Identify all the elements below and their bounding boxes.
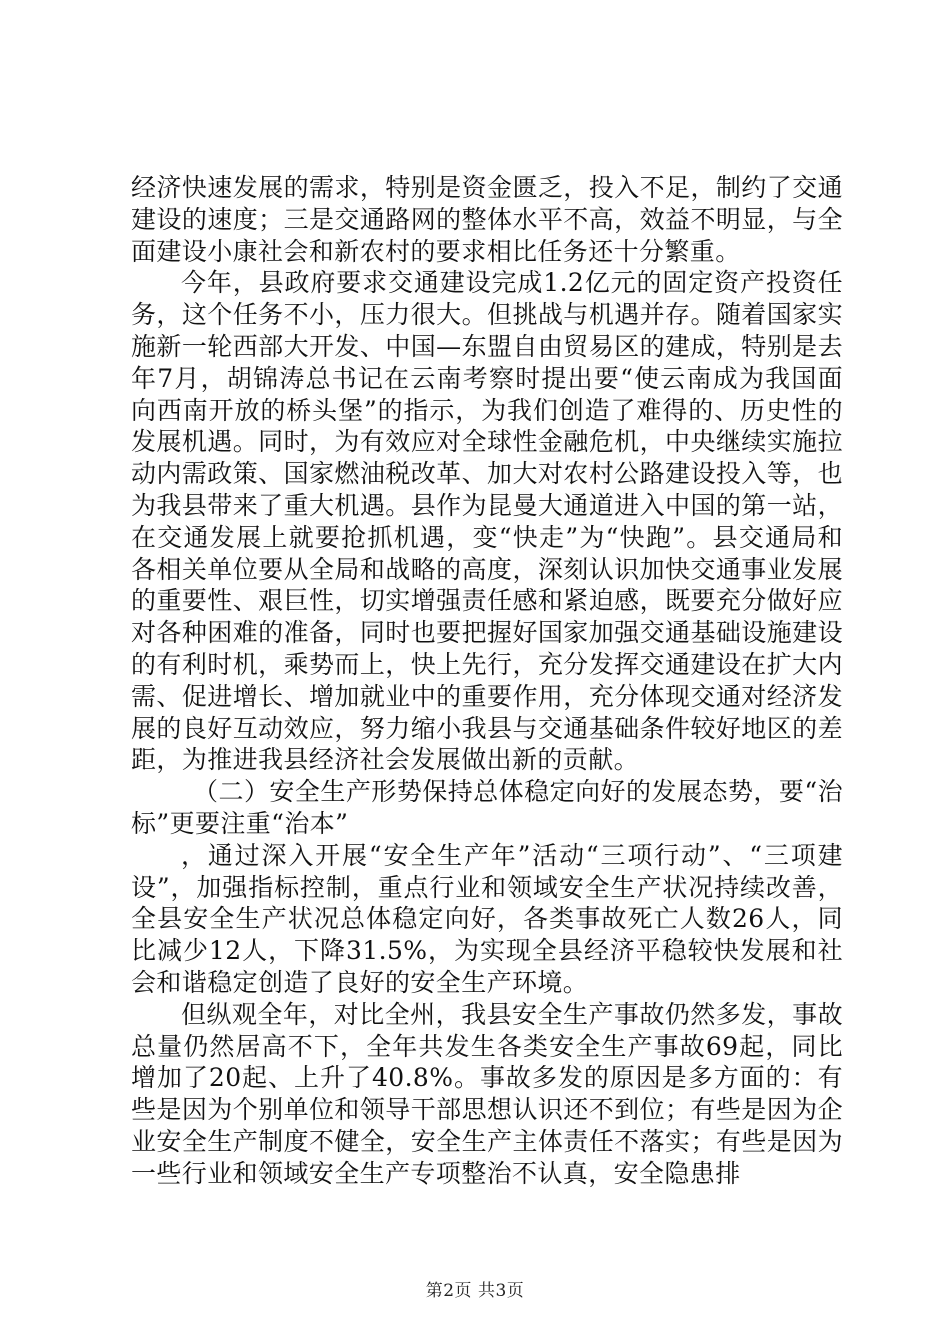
document-body	[131, 172, 843, 1190]
section-heading-safety: （二）安全生产形势保持总体稳定向好的发展态势，要“治标”更要注重“治本”	[131, 777, 843, 838]
page-number-footer: 第2页 共3页	[425, 1281, 525, 1301]
paragraph-transport-investment: 今年，县政府要求交通建设完成1.2亿元的固定资产投资任务，这个任务不小，压力很大。但挑战与机遇并存。随着国家实施新一轮西部大开发、中国—东盟自由贸易区的建成，特别是去年7月，胡锦涛总书记在云南考察时提出要“使云南成为我国面向西南开放的桥头堡”的指示，为我们创造了难得的、历史性的发展机遇。同时，为有效应对全球性金融危机，中央继续实施拉动内需政策、国家燃油税改革、加大对农村公路建设投入等，也为我县带来了重大机遇。县作为昆曼大通道进入中国的第一站，在交通发展上就要抢抓机遇，变“快走”为“快跑”。县交通局和各相关单位要从全局和战略的高度，深刻认识加快交通事业发展的重要性、艰巨性，切实增强责任感和紧迫感，既要充分做好应对各种困难的准备，同时也要把握好国家加强交通基础设施建设的有利时机，乘势而上，快上先行，充分发挥交通建设在扩大内需、促进增长、增加就业中的重要作用，充分体现交通对经济发展的良好互动效应，努力缩小我县与交通基础条件较好地区的差距，为推进我县经济社会发展做出新的贡献。	[131, 268, 843, 775]
paragraph-safety-progress: ，通过深入开展“安全生产年”活动“三项行动”、“三项建设”，加强指标控制，重点行业和领域安全生产状况持续改善，全县安全生产状况总体稳定向好，各类事故死亡人数26人，同比减少12人，下降31.5%，为实现全县经济平稳较快发展和社会和谐稳定创造了良好的安全生产环境。	[131, 840, 843, 997]
paragraph-safety-problems: 但纵观全年，对比全州，我县安全生产事故仍然多发，事故总量仍然居高不下，全年共发生各类安全生产事故69起，同比增加了20起、上升了40.8%。事故多发的原因是多方面的：有些是因为个别单位和领导干部思想认识还不到位；有些是因为企业安全生产制度不健全，安全生产主体责任不落实；有些是因为一些行业和领域安全生产专项整治不认真，安全隐患排	[131, 999, 843, 1188]
paragraph-continuation: 经济快速发展的需求，特别是资金匮乏，投入不足，制约了交通建设的速度；三是交通路网的整体水平不高，效益不明显，与全面建设小康社会和新农村的要求相比任务还十分繁重。	[131, 173, 843, 266]
